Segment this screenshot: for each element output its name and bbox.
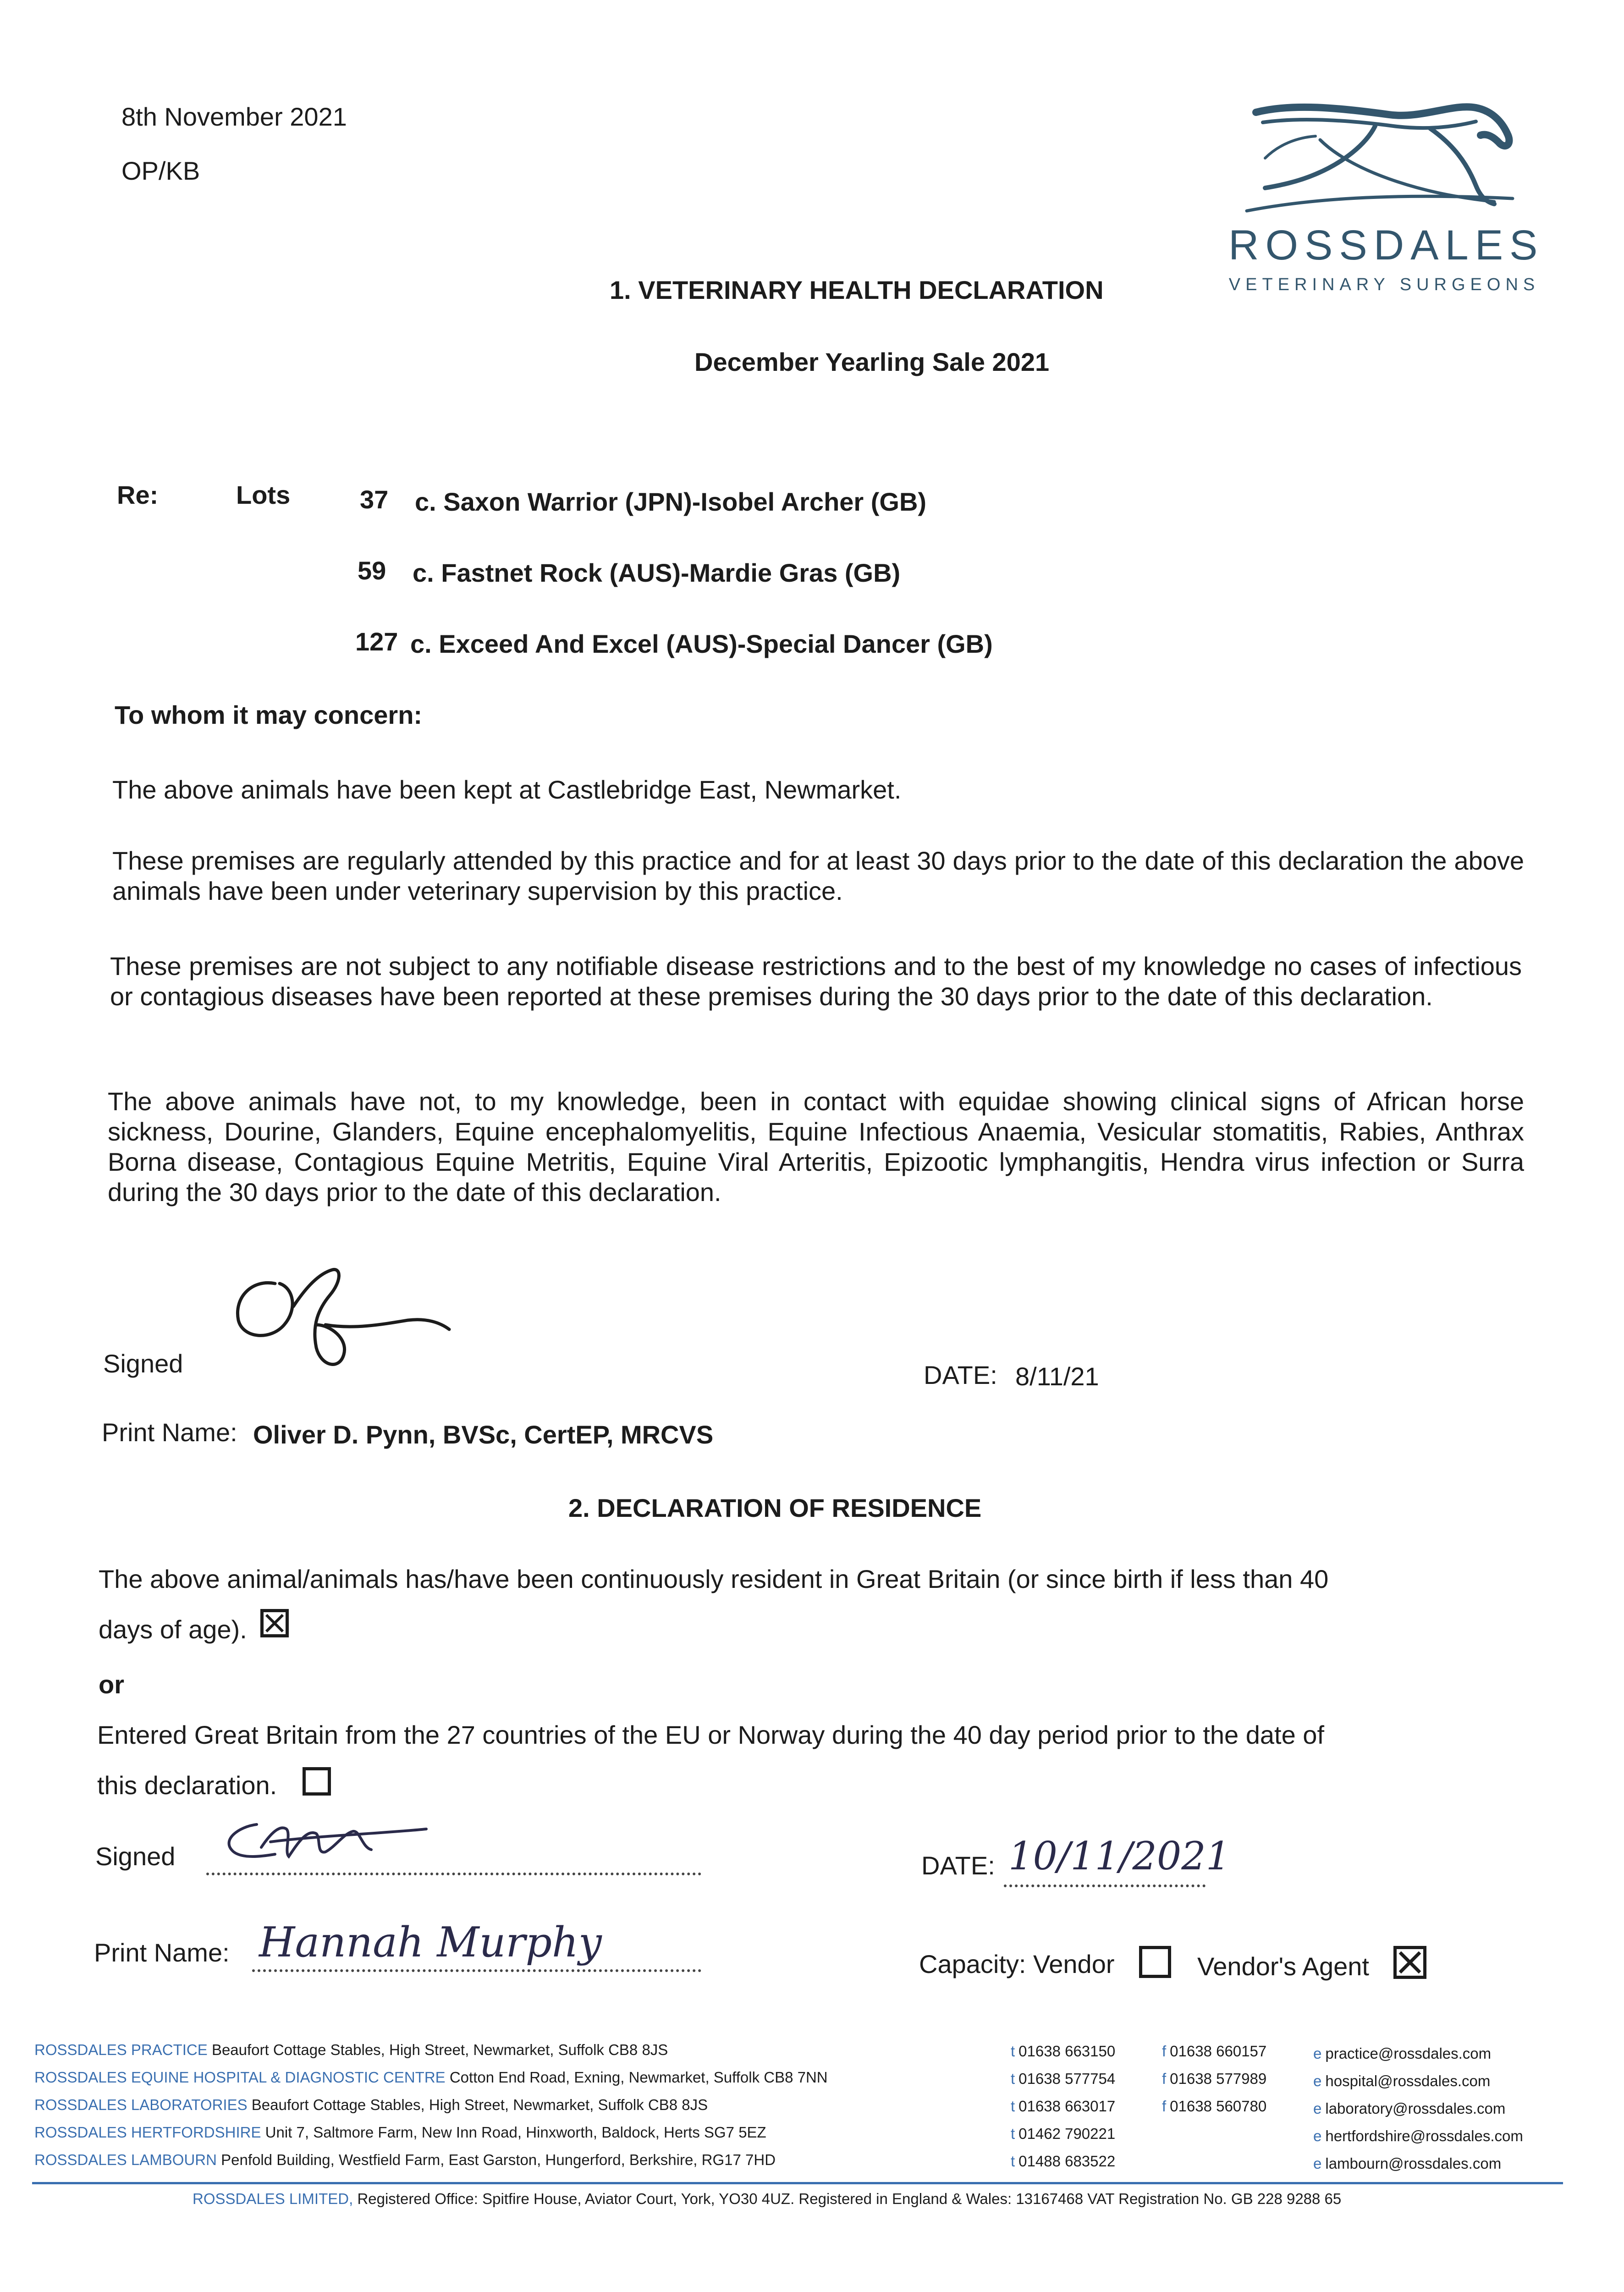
email-address[interactable]: practice@rossdales.com xyxy=(1325,2045,1492,2062)
or-label: or xyxy=(99,1670,124,1699)
section1-title: 1. VETERINARY HEALTH DECLARATION xyxy=(610,275,1104,304)
salutation: To whom it may concern: xyxy=(115,700,423,729)
email-address[interactable]: hertfordshire@rossdales.com xyxy=(1325,2127,1523,2144)
print-name-line xyxy=(252,1967,701,1972)
checkbox-cross-icon xyxy=(264,1612,286,1634)
footer-divider xyxy=(32,2182,1563,2184)
section2-title: 2. DECLARATION OF RESIDENCE xyxy=(568,1493,982,1522)
capacity-label: Capacity: Vendor xyxy=(919,1950,1115,1978)
print-name-value: Hannah Murphy xyxy=(259,1918,602,1967)
email-row: e laboratory@rossdales.com xyxy=(1313,2100,1506,2117)
checkbox-cross-icon xyxy=(1397,1949,1423,1976)
print-name-label: Print Name: xyxy=(102,1418,237,1447)
paragraph: The above animals have not, to my knowledge, been in contact with equidae showing clinical signs of African horse sickness, Dourine, Glanders, Equine encephalomyelitis, Equine Infectious Anaemia, Vesicular stomatitis, Rabies, Anthrax Borna disease, Contagious Equine Metritis, Equine Viral Arteritis, Epizootic lymphangitis, Hendra virus infection or Surra during the 30 days prior to the date of this declaration. xyxy=(108,1087,1524,1207)
residence-option1-line1: The above animal/animals has/have been continuously resident in Great Britain (or since birth if less than 40 xyxy=(99,1565,1329,1593)
company-name: ROSSDALES LIMITED, xyxy=(193,2190,353,2207)
logo-subtitle: VETERINARY SURGEONS xyxy=(1228,275,1540,294)
email-row: e hospital@rossdales.com xyxy=(1313,2072,1491,2089)
site-address: Beaufort Cottage Stables, High Street, Newmarket, Suffolk CB8 8JS xyxy=(211,2041,668,2058)
paragraph: These premises are regularly attended by this practice and for at least 30 days prior to the date of this declaration the above animals have been under veterinary supervision by this practice. xyxy=(112,846,1524,905)
date-label: DATE: xyxy=(924,1361,997,1389)
site-name: ROSSDALES EQUINE HOSPITAL & DIAGNOSTIC CENTRE xyxy=(34,2069,446,2086)
rossdales-logo xyxy=(1228,94,1544,295)
registered-text: Registered Office: Spitfire House, Aviator Court, York, YO30 4UZ. Registered in England & Wales: 13167468 VAT Registration No. GB 228 9288 65 xyxy=(357,2190,1342,2207)
site-address: Penfold Building, Westfield Farm, East Garston, Hungerford, Berkshire, RG17 7HD xyxy=(221,2151,776,2168)
tel-row: t 01638 663150 xyxy=(1011,2043,1116,2060)
letter-date: 8th November 2021 xyxy=(121,102,347,131)
residence-checkbox-2[interactable] xyxy=(303,1767,331,1796)
site-address: Cotton End Road, Exning, Newmarket, Suffolk CB8 7NN xyxy=(449,2069,828,2086)
fax-number: 01638 577989 xyxy=(1170,2070,1267,2087)
footer-faxes xyxy=(1162,2038,1266,2120)
residence-option1-line2: days of age). xyxy=(99,1615,247,1644)
fax-number: 01638 560780 xyxy=(1170,2098,1267,2115)
tel-number: 01488 683522 xyxy=(1018,2153,1116,2170)
email-row: e practice@rossdales.com xyxy=(1313,2045,1492,2062)
residence-option2-line2: this declaration. xyxy=(97,1771,277,1800)
fax-row: f 01638 577989 xyxy=(1162,2070,1267,2087)
fax-row: f 01638 660157 xyxy=(1162,2043,1267,2060)
agent-signature xyxy=(206,1815,445,1870)
tel-row: t 01638 663017 xyxy=(1011,2098,1116,2115)
site-name: ROSSDALES LAMBOURN xyxy=(34,2151,217,2168)
date-value: 10/11/2021 xyxy=(1008,1834,1231,1879)
tel-number: 01638 663150 xyxy=(1018,2043,1116,2060)
registered-office xyxy=(193,2190,1341,2208)
footer-site-row xyxy=(34,2064,928,2091)
re-label: Re: xyxy=(117,480,159,509)
lots-label: Lots xyxy=(236,480,291,509)
date-label: DATE: xyxy=(921,1851,995,1880)
residence-option2-line1: Entered Great Britain from the 27 countries of the EU or Norway during the 40 day period prior to the date of xyxy=(97,1720,1325,1749)
site-address: Unit 7, Saltmore Farm, New Inn Road, Hinxworth, Baldock, Herts SG7 5EZ xyxy=(265,2124,766,2141)
fax-row: f 01638 560780 xyxy=(1162,2098,1267,2115)
footer-site-row xyxy=(34,2119,928,2146)
site-name: ROSSDALES HERTFORDSHIRE xyxy=(34,2124,261,2141)
horse-logo-icon xyxy=(1238,94,1522,213)
paragraph: These premises are not subject to any notifiable disease restrictions and to the best of my knowledge no cases of infectious or contagious diseases have been reported at these premises during the 30 days prior to the date of this declaration. xyxy=(110,952,1522,1011)
footer-emails xyxy=(1313,2040,1523,2177)
footer-site-row xyxy=(34,2091,928,2119)
print-name-value: Oliver D. Pynn, BVSc, CertEP, MRCVS xyxy=(253,1420,714,1449)
footer-phones xyxy=(1011,2038,1115,2175)
date-value: 8/11/21 xyxy=(1015,1362,1099,1391)
footer-site-row xyxy=(34,2036,928,2064)
email-address[interactable]: laboratory@rossdales.com xyxy=(1325,2100,1506,2117)
email-row: e hertfordshire@rossdales.com xyxy=(1313,2127,1523,2144)
email-address[interactable]: hospital@rossdales.com xyxy=(1325,2072,1491,2089)
logo-wordmark: ROSSDALES xyxy=(1228,222,1544,269)
signed-label: Signed xyxy=(103,1349,183,1378)
site-address: Beaufort Cottage Stables, High Street, Newmarket, Suffolk CB8 8JS xyxy=(251,2096,708,2113)
email-row: e lambourn@rossdales.com xyxy=(1313,2155,1502,2172)
vendor-checkbox[interactable] xyxy=(1139,1946,1171,1978)
footer-site-row xyxy=(34,2146,928,2174)
print-name-label: Print Name: xyxy=(94,1938,230,1967)
lot-description: c. Exceed And Excel (AUS)-Special Dancer (GB) xyxy=(410,629,993,658)
vet-signature xyxy=(225,1256,463,1375)
letter-reference: OP/KB xyxy=(121,156,200,185)
tel-row: t 01462 790221 xyxy=(1011,2125,1116,2142)
email-address[interactable]: lambourn@rossdales.com xyxy=(1325,2155,1502,2172)
residence-checkbox-1[interactable] xyxy=(260,1609,289,1637)
lot-number: 37 xyxy=(360,485,389,514)
signed-label: Signed xyxy=(95,1842,176,1871)
vendor-agent-checkbox[interactable] xyxy=(1393,1946,1426,1979)
site-name: ROSSDALES LABORATORIES xyxy=(34,2096,248,2113)
fax-number: 01638 660157 xyxy=(1170,2043,1267,2060)
tel-number: 01638 663017 xyxy=(1018,2098,1116,2115)
paragraph: The above animals have been kept at Castlebridge East, Newmarket. xyxy=(112,775,902,804)
site-name: ROSSDALES PRACTICE xyxy=(34,2041,208,2058)
tel-row: t 01638 577754 xyxy=(1011,2070,1116,2087)
date-line xyxy=(1004,1882,1206,1887)
lot-description: c. Fastnet Rock (AUS)-Mardie Gras (GB) xyxy=(413,558,901,587)
lot-number: 127 xyxy=(355,627,398,656)
vendor-agent-label: Vendor's Agent xyxy=(1197,1952,1369,1981)
footer-sites xyxy=(34,2036,928,2174)
tel-number: 01638 577754 xyxy=(1018,2070,1116,2087)
section1-subtitle: December Yearling Sale 2021 xyxy=(694,347,1050,376)
tel-row: t 01488 683522 xyxy=(1011,2153,1116,2170)
lot-number: 59 xyxy=(358,556,386,585)
tel-number: 01462 790221 xyxy=(1018,2125,1116,2142)
lot-description: c. Saxon Warrior (JPN)-Isobel Archer (GB) xyxy=(415,487,927,516)
